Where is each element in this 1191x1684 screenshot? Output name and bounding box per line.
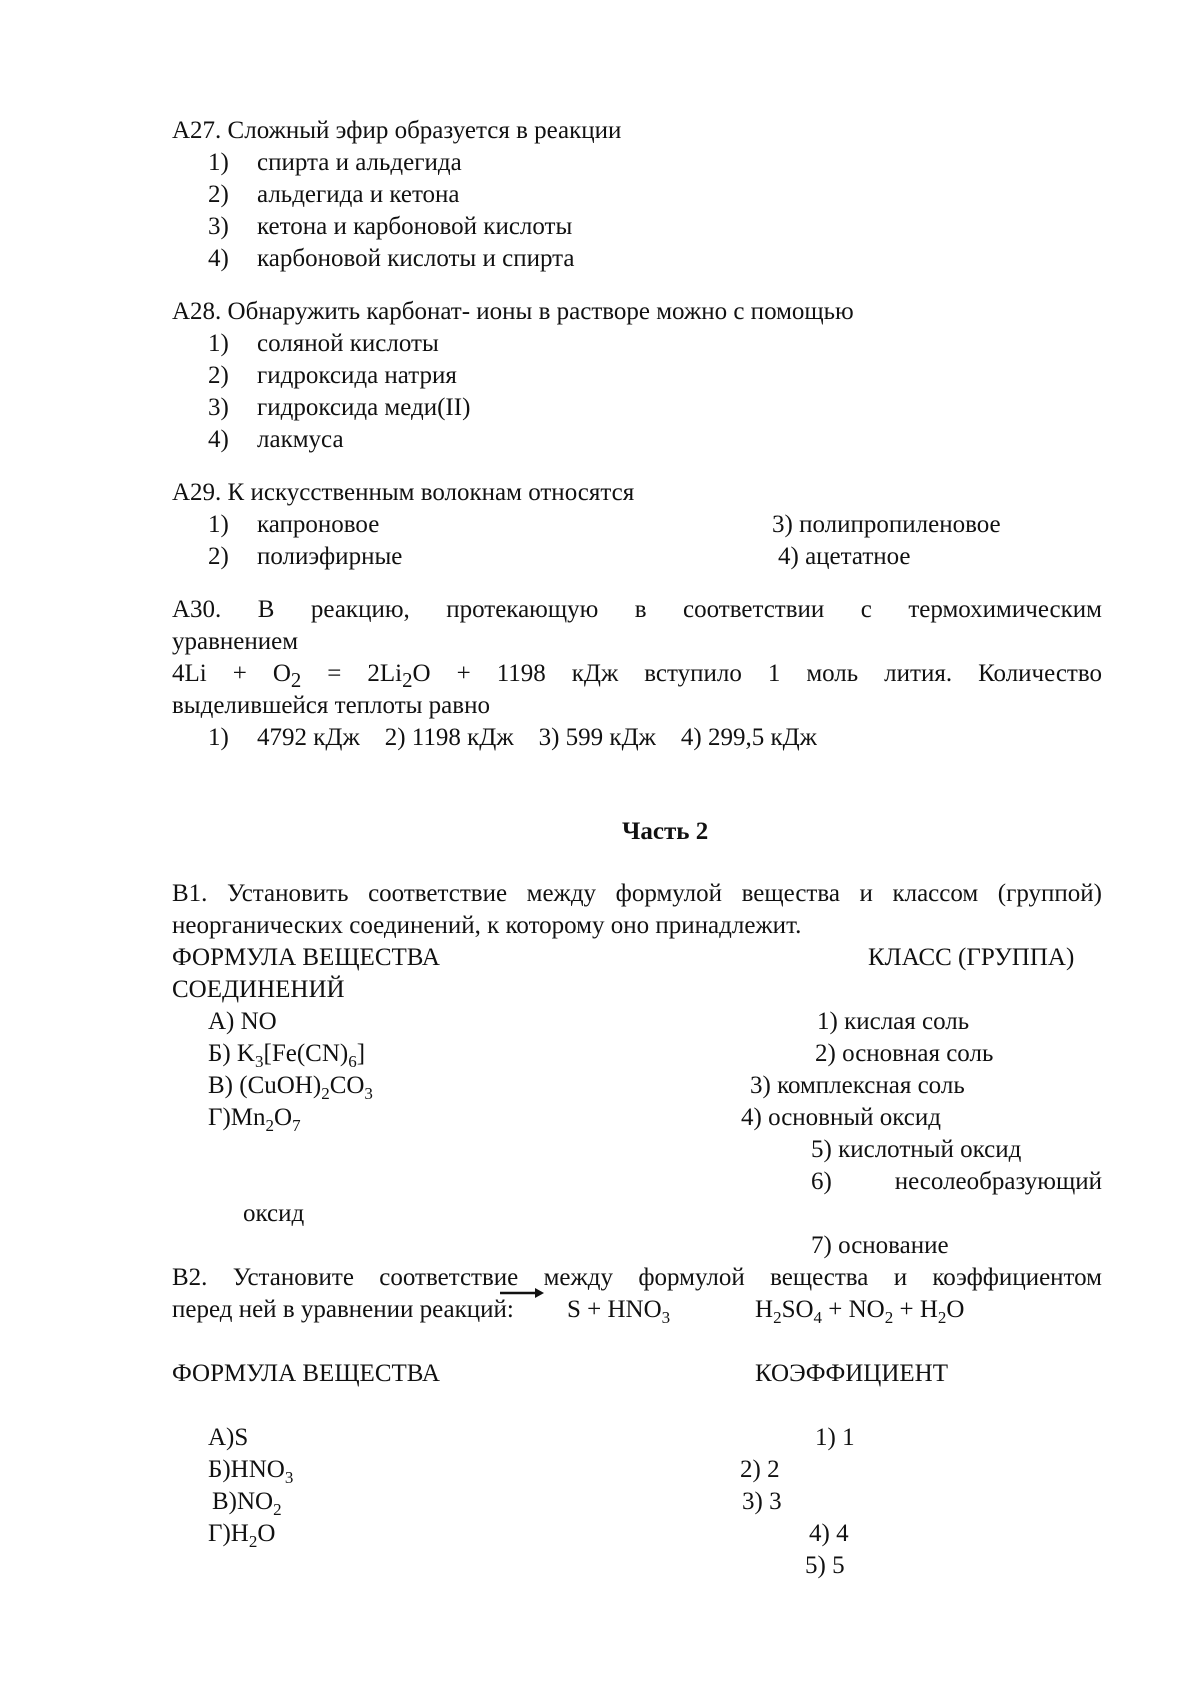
class-item: 3) комплексная соль xyxy=(750,1072,965,1099)
column-header-formula: ФОРМУЛА ВЕЩЕСТВА xyxy=(172,1360,440,1387)
option-number: 1) xyxy=(208,724,229,751)
formula-item: $Г)H_2O$ xyxy=(208,1520,276,1551)
option-number: 2) xyxy=(208,543,229,570)
coefficient-item: 3) 3 xyxy=(742,1488,782,1515)
option-text: спирта и альдегида xyxy=(257,149,462,176)
question-a30-line2: уравнением xyxy=(172,628,299,655)
thermochemical-equation: $4Li + O_2 = 2Li_2O + 1198$ кДж вступило 1 моль лития. Количество xyxy=(172,660,1102,692)
question-b1-line1: В1. Установить соответствие между формулой вещества и классом (группой) xyxy=(172,880,1102,907)
option-text: лакмуса xyxy=(257,426,344,453)
option-text: гидроксида натрия xyxy=(257,362,457,389)
option-text: карбоновой кислоты и спирта xyxy=(257,245,575,272)
column-header-class: КЛАСС (ГРУППА) xyxy=(868,944,1075,971)
question-b2-line2: перед ней в уравнении реакций: xyxy=(172,1296,514,1323)
option-number: 2) xyxy=(208,362,229,389)
class-item: 5) кислотный оксид xyxy=(811,1136,1022,1163)
class-item: 1) кислая соль xyxy=(817,1008,970,1035)
option-number: 4) xyxy=(208,245,229,272)
formula-item: В) $(CuOH)_2CO_3$ xyxy=(208,1072,373,1103)
formula-item: Б) $K_3[Fe(CN)_6]$ xyxy=(208,1040,366,1071)
coefficient-item: 4) 4 xyxy=(809,1520,849,1547)
reaction-arrow-icon xyxy=(499,1287,545,1299)
formula-item: $Б)HNO_3$ xyxy=(208,1456,294,1487)
section-title: Часть 2 xyxy=(622,818,709,845)
column-header-coefficient: КОЭФФИЦИЕНТ xyxy=(755,1360,948,1387)
class-item: 4) основный оксид xyxy=(741,1104,941,1131)
question-b1-line2: неорганических соединений, к которому оно принадлежит. xyxy=(172,912,802,939)
column-header-class-cont: СОЕДИНЕНИЙ xyxy=(172,976,345,1003)
option-text: альдегида и кетона xyxy=(257,181,460,208)
coefficient-item: 5) 5 xyxy=(805,1552,845,1579)
answer-options: 4792 кДж 2) 1198 кДж 3) 599 кДж 4) 299,5 кДж xyxy=(257,724,817,751)
formula-item: $В)NO_2$ xyxy=(212,1488,282,1519)
column-header-formula: ФОРМУЛА ВЕЩЕСТВА xyxy=(172,944,440,971)
coefficient-item: 1) 1 xyxy=(815,1424,855,1451)
option-text: гидроксида меди(II) xyxy=(257,394,471,421)
question-a28: А28. Обнаружить карбонат- ионы в растворе можно с помощью xyxy=(172,298,854,325)
coefficient-item: 2) 2 xyxy=(740,1456,780,1483)
question-a29: А29. К искусственным волокнам относятся xyxy=(172,479,635,506)
option-text: полиэфирные xyxy=(257,543,403,570)
option-number: 3) xyxy=(208,394,229,421)
question-a27: А27. Сложный эфир образуется в реакции xyxy=(172,117,622,144)
option-text: капроновое xyxy=(257,511,380,538)
option-text: соляной кислоты xyxy=(257,330,439,357)
class-item: 6) несолеобразующий xyxy=(811,1168,1102,1195)
option-number: 1) xyxy=(208,149,229,176)
option-number: 2) xyxy=(208,181,229,208)
option-number: 4) xyxy=(208,426,229,453)
option-text: 4) ацетатное xyxy=(778,543,911,570)
option-number: 3) xyxy=(208,213,229,240)
question-a30-line1: А30. В реакцию, протекающую в соответствии с термохимическим xyxy=(172,596,1102,623)
reaction-right: $H_2SO_4 + NO_2 + H_2O$ xyxy=(755,1296,965,1327)
class-item-cont: оксид xyxy=(243,1200,305,1227)
formula-item: А) NO xyxy=(208,1008,277,1035)
formula-item: $Г)Mn_2O_7$ xyxy=(208,1104,301,1135)
formula-item: А)S xyxy=(208,1424,249,1451)
option-number: 1) xyxy=(208,511,229,538)
question-b2-line1: В2. Установите соответствие между формулой вещества и коэффициентом xyxy=(172,1264,1102,1291)
question-a30-line4: выделившейся теплоты равно xyxy=(172,692,490,719)
class-item: 2) основная соль xyxy=(815,1040,994,1067)
class-item: 7) основание xyxy=(811,1232,949,1259)
option-text: кетона и карбоновой кислоты xyxy=(257,213,573,240)
option-number: 1) xyxy=(208,330,229,357)
option-text: 3) полипропиленовое xyxy=(772,511,1001,538)
reaction-left: $S + HNO_3$ xyxy=(567,1296,671,1327)
